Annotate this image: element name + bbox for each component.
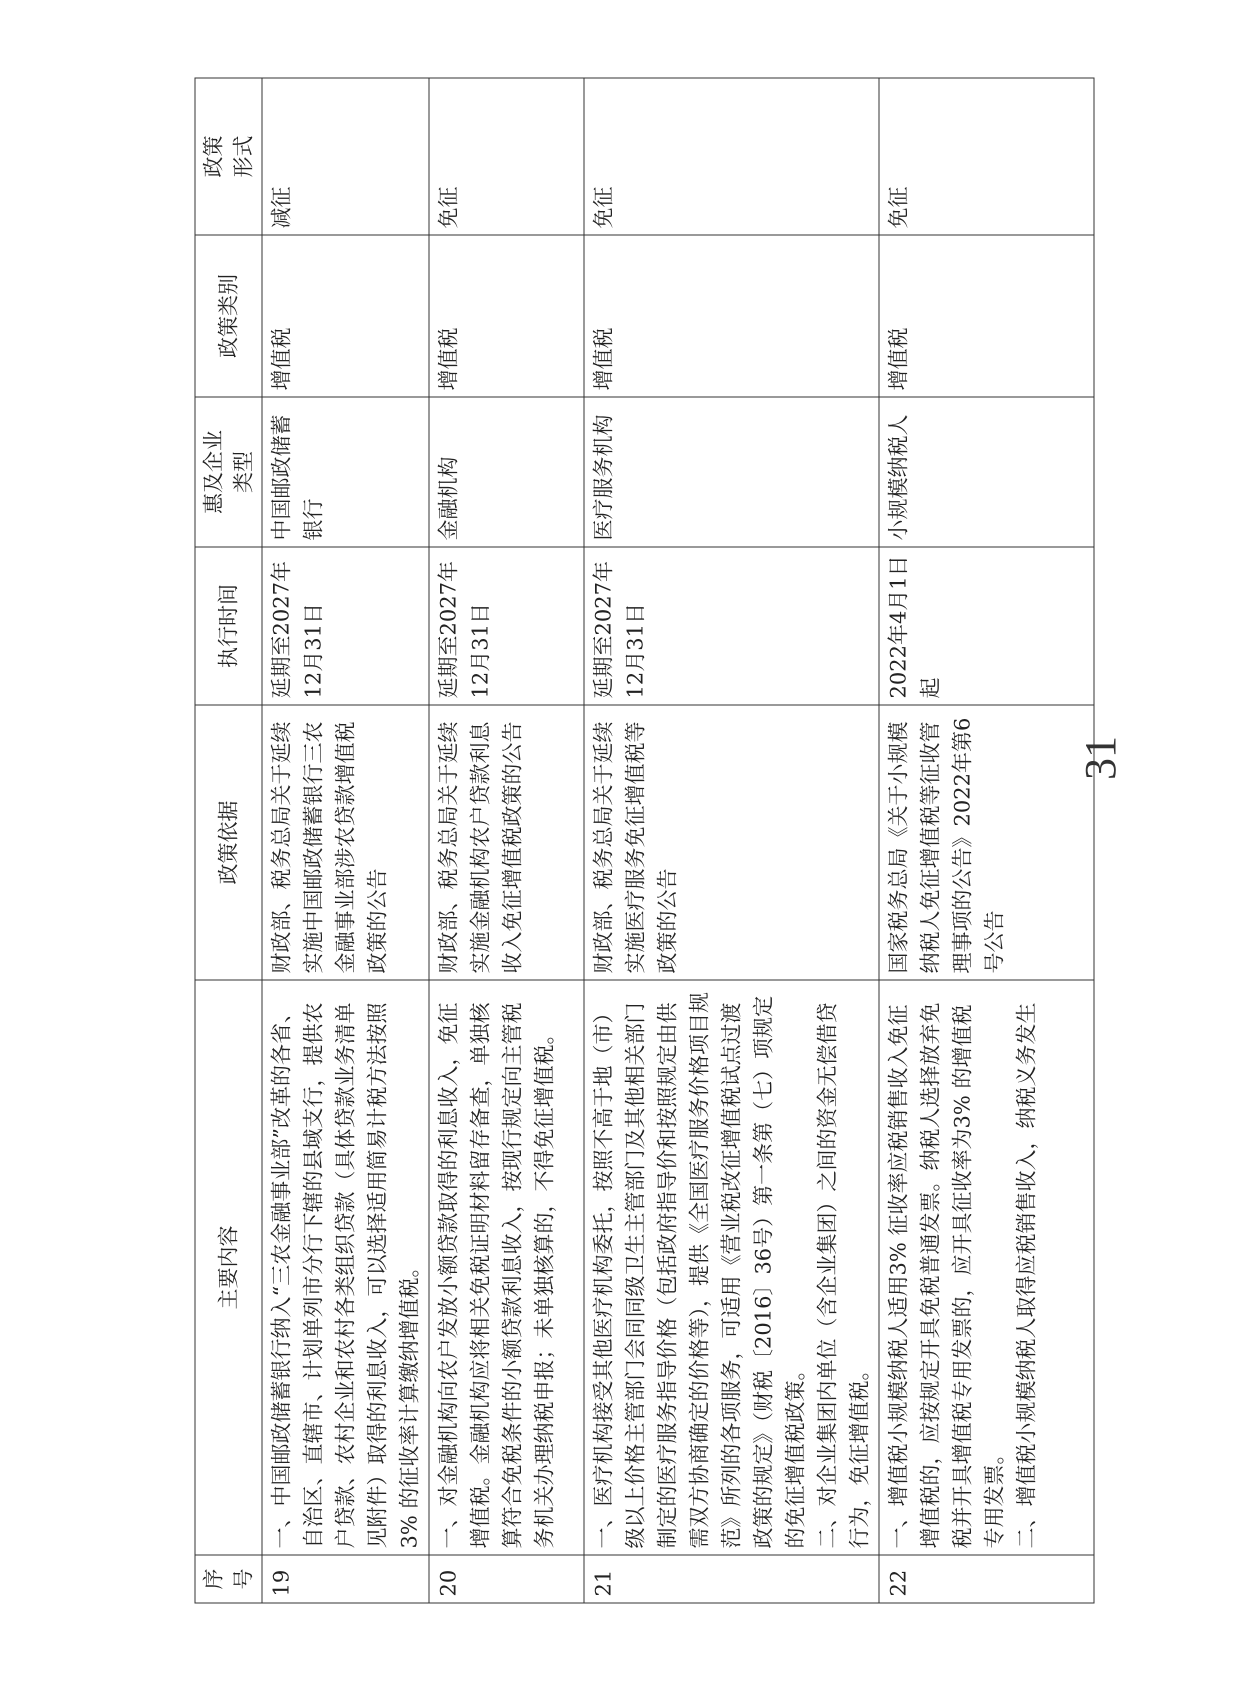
cell-basis: 财政部、税务总局关于延续实施金融机构农户贷款利息收入免征增值税政策的公告 [429, 705, 584, 980]
header-enterprise: 惠及企业 类型 [195, 397, 262, 547]
cell-category: 增值税 [262, 235, 429, 397]
cell-seq: 20 [429, 1555, 584, 1603]
cell-enterprise: 中国邮政储蓄银行 [262, 397, 429, 547]
cell-category: 增值税 [879, 235, 1094, 397]
content-paragraph: 二、对企业集团内单位（含企业集团）之间的资金无偿借贷行为，免征增值税。 [815, 1002, 872, 1549]
cell-basis: 财政部、税务总局关于延续实施中国邮政储蓄银行三农金融事业部涉农贷款增值税政策的公告 [262, 705, 429, 980]
cell-form: 免征 [584, 78, 879, 235]
header-category: 政策类别 [195, 235, 262, 397]
cell-content [584, 980, 879, 1555]
content-paragraph: 一、对金融机构向农户发放小额贷款取得的利息收入，免征增值税。金融机构应将相关免税证明材料留存备查，单独核算符合免税条件的小额贷款利息收入，按现行规定向主管税务机关办理纳税申报；未单独核算的，不得免征增值税。 [436, 1002, 557, 1549]
header-time: 执行时间 [195, 547, 262, 705]
header-content: 主要内容 [195, 980, 262, 1555]
content-paragraph: 一、中国邮政储蓄银行纳入“三农金融事业部”改革的各省、自治区、直辖市、计划单列市分行下辖的县域支行，提供农户贷款、农村企业和农村各类组织贷款（具体贷款业务清单见附件）取得的利息收入，可以选择适用简易计税方法按照3% 的征收率计算缴纳增值税。 [269, 1002, 422, 1549]
cell-form: 减征 [262, 78, 429, 235]
header-form: 政策 形式 [195, 78, 262, 235]
cell-content [879, 980, 1094, 1555]
cell-category: 增值税 [584, 235, 879, 397]
cell-form: 免征 [429, 78, 584, 235]
rotated-table-wrapper [195, 79, 1045, 1604]
table-header-row [195, 78, 262, 1603]
cell-basis: 国家税务总局《关于小规模纳税人免征增值税等征收管理事项的公告》2022年第6号公告 [879, 705, 1094, 980]
table-row [879, 78, 1094, 1603]
page-number: 31 [1076, 736, 1125, 780]
content-paragraph: 一、医疗机构接受其他医疗机构委托，按照不高于地（市）级以上价格主管部门会同同级卫生主管部门及其他相关部门制定的医疗服务指导价格（包括政府指导价和按照规定由供需双方协商确定的价格等），提供《全国医疗服务价格项目规范》所列的各项服务，可适用《营业税改征增值税试点过渡政策的规定》（财税〔2016〕36号）第一条第（七）项规定的免征增值税政策。 [591, 992, 808, 1549]
content-paragraph: 二、增值税小规模纳税人取得应税销售收入，纳税义务发生 [1014, 1002, 1039, 1549]
cell-content [429, 980, 584, 1555]
cell-seq: 22 [879, 1555, 1094, 1603]
cell-form: 免征 [879, 78, 1094, 235]
table-row [429, 78, 584, 1603]
table-row [262, 78, 429, 1603]
cell-seq: 19 [262, 1555, 429, 1603]
cell-time: 2022年4月1日起 [879, 547, 1094, 705]
cell-enterprise: 金融机构 [429, 397, 584, 547]
cell-enterprise: 小规模纳税人 [879, 397, 1094, 547]
cell-category: 增值税 [429, 235, 584, 397]
table-row [584, 78, 879, 1603]
cell-seq: 21 [584, 1555, 879, 1603]
cell-basis: 财政部、税务总局关于延续实施医疗服务免征增值税等政策的公告 [584, 705, 879, 980]
cell-content [262, 980, 429, 1555]
cell-enterprise: 医疗服务机构 [584, 397, 879, 547]
policy-table [195, 78, 1095, 1604]
header-basis: 政策依据 [195, 705, 262, 980]
cell-time: 延期至2027年12月31日 [584, 547, 879, 705]
cell-time: 延期至2027年12月31日 [429, 547, 584, 705]
cell-time: 延期至2027年12月31日 [262, 547, 429, 705]
content-paragraph: 一、增值税小规模纳税人适用3% 征收率应税销售收入免征增值税的，应按规定开具免税普通发票。纳税人选择放弃免税并开具增值税专用发票的，应开具征收率为3% 的增值税专用发票。 [886, 1002, 1007, 1549]
header-seq: 序 号 [195, 1555, 262, 1603]
